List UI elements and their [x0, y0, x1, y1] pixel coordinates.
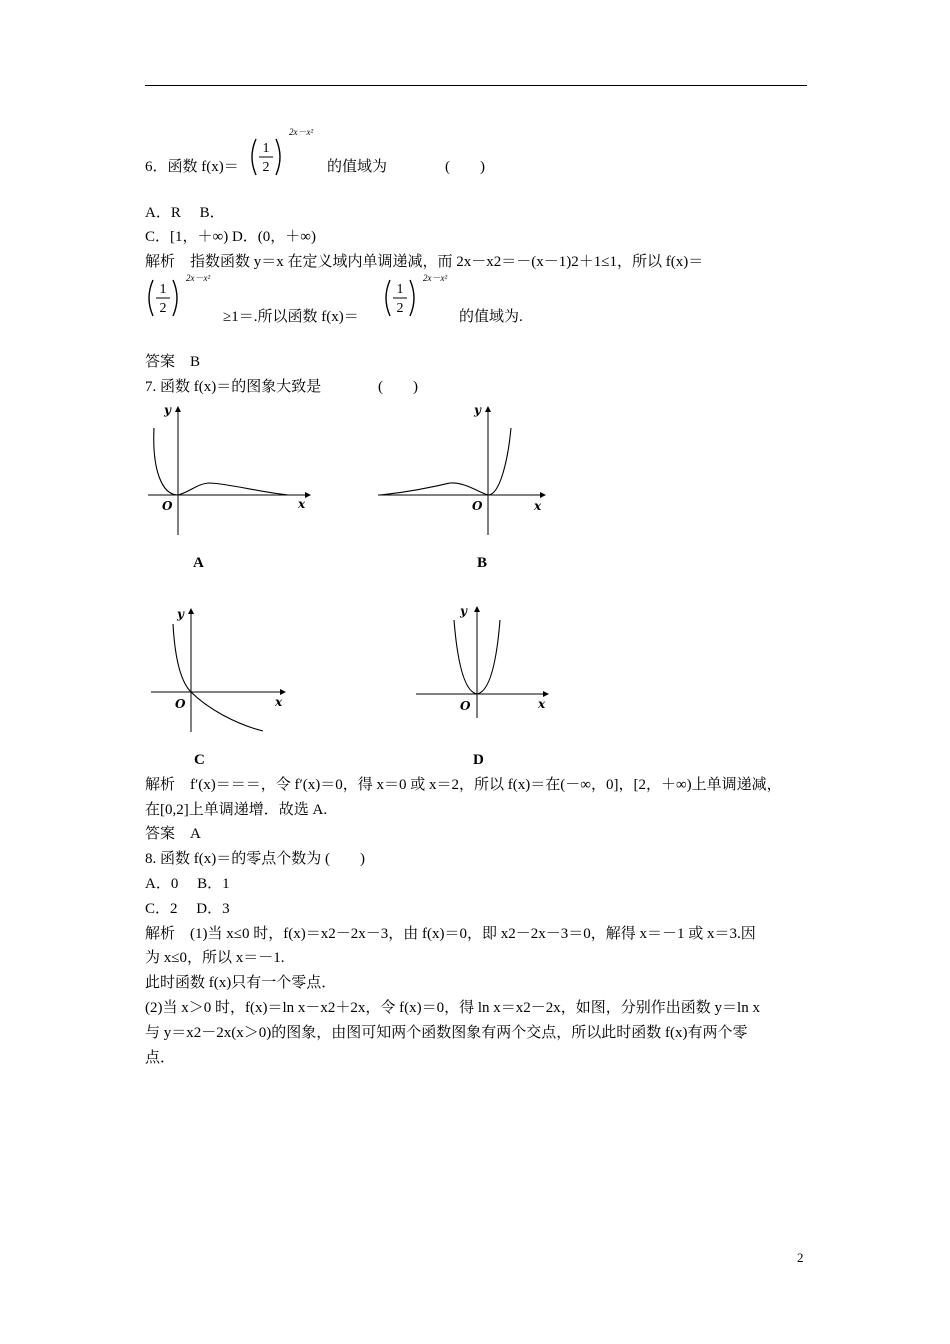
q6-options-cd: C．[1，＋∞) D．(0，＋∞) [145, 229, 316, 245]
graph-d-origin: O [460, 699, 471, 713]
q8-analysis-line3: 此时函数 f(x)只有一个零点． [145, 975, 337, 991]
graph-c-x: x [275, 695, 283, 709]
q7-stem: 7. 函数 f(x)＝的图象大致是 [145, 379, 322, 395]
svg-text:2: 2 [159, 301, 167, 316]
q6-analysis-exponent-2: 2x－x² [423, 273, 448, 283]
graph-a-origin: O [162, 499, 173, 513]
graph-a-y: y [164, 403, 171, 417]
q8-options-ab: A．0 B．1 [145, 876, 230, 892]
graph-c-label: C [194, 752, 205, 768]
q8-analysis-line5: 与 y＝x2－2x(x＞0)的图象，由图可知两个函数图象有两个交点，所以此时函数 f(x)有两个零 [145, 1025, 748, 1041]
graph-c-origin: O [175, 697, 186, 711]
q6-analysis-line1: 解析 指数函数 y＝x 在定义域内单调递减，而 2x－x2＝－(x－1)2＋1≤1，所以 f(x)＝ [145, 254, 704, 270]
graph-d-x: x [538, 697, 546, 711]
q6-analysis-exponent-1: 2x－x² [186, 273, 211, 283]
graph-b-label: B [477, 555, 488, 571]
graph-a [140, 400, 320, 540]
graph-d-label: D [473, 752, 484, 768]
q8-analysis-line4: (2)当 x＞0 时，f(x)＝ln x－x2＋2x，令 f(x)＝0，得 ln x＝x2－2x，如图，分别作出函数 y＝ln x [145, 1000, 760, 1016]
graph-d-y: y [460, 604, 467, 618]
svg-text:2: 2 [396, 301, 404, 316]
q6-paren: ( ) [445, 159, 485, 175]
header-rule [145, 85, 807, 86]
q6-analysis-mid: ≥1＝.所以函数 f(x)＝ [223, 309, 359, 325]
page-number: 2 [797, 1250, 804, 1265]
q8-options-cd: C．2 D．3 [145, 901, 230, 917]
graph-b [370, 400, 560, 540]
frac-denominator: 2 [262, 160, 270, 175]
graph-c [145, 600, 295, 740]
graph-a-label: A [193, 555, 204, 571]
q6-options-ab: A．R B． [145, 205, 225, 221]
q6-analysis-fraction-2 [380, 276, 430, 326]
q6-stem-suffix: 的值域为 [327, 159, 388, 175]
q7-analysis-line1: 解析 f′(x)＝＝＝，令 f′(x)＝0，得 x＝0 或 x＝2，所以 f(x)＝在(－∞，0]，[2，＋∞)上单调递减， [145, 777, 782, 793]
q8-analysis-line6: 点． [145, 1050, 176, 1066]
q7-paren: ( ) [378, 379, 418, 395]
q6-exponent: 2x－x² [289, 127, 314, 137]
graph-b-origin: O [472, 499, 483, 513]
graph-b-x: x [534, 499, 542, 513]
q8-analysis-line1: 解析 (1)当 x≤0 时，f(x)＝x2－2x－3，由 f(x)＝0，即 x2－2x－3＝0，解得 x＝－1 或 x＝3.因 [145, 926, 756, 942]
q6-stem-prefix: 6．函数 f(x)＝ [145, 159, 239, 175]
frac-numerator: 1 [262, 141, 270, 156]
q6-fraction [246, 135, 296, 185]
graph-c-y: y [177, 607, 184, 621]
q8-stem: 8. 函数 f(x)＝的零点个数为 ( ) [145, 851, 365, 867]
graph-d [410, 600, 560, 720]
q7-analysis-line2: 在[0,2]上单调递增．故选 A. [145, 802, 328, 818]
svg-text:1: 1 [159, 282, 167, 297]
q6-analysis-end: 的值域为. [459, 309, 523, 325]
svg-text:1: 1 [396, 282, 404, 297]
q6-answer: 答案 B [145, 354, 201, 370]
q8-analysis-line2: 为 x≤0，所以 x＝－1. [145, 950, 285, 966]
q6-analysis-fraction-1 [143, 276, 193, 326]
graph-b-y: y [474, 403, 481, 417]
q7-answer: 答案 A [145, 826, 201, 842]
graph-a-x: x [298, 497, 306, 511]
